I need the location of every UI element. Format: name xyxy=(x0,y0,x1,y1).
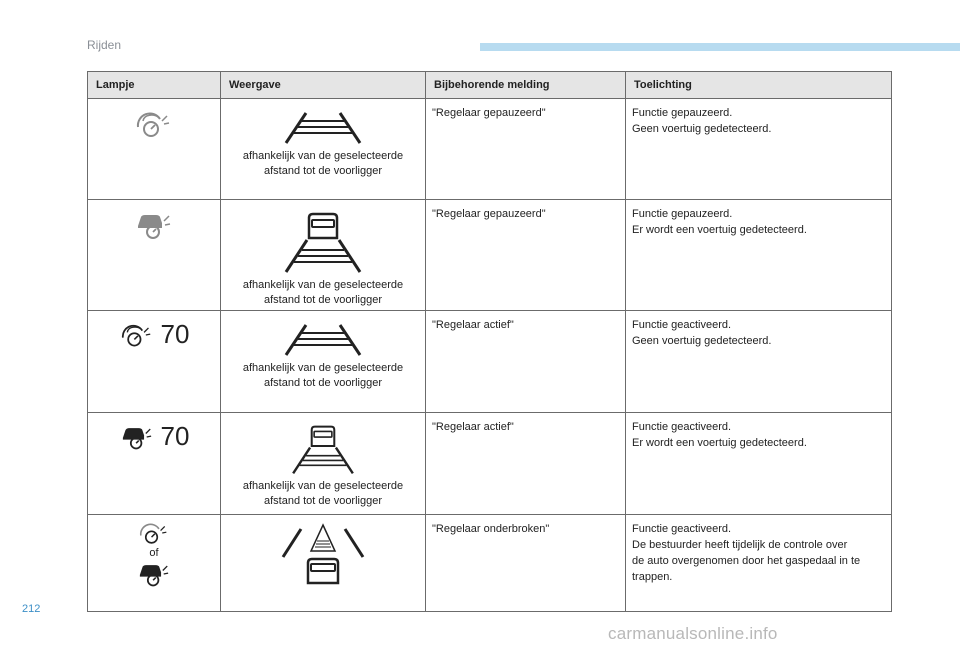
display-caption-line2: afstand tot de voorligger xyxy=(263,377,383,389)
lamp-cell xyxy=(88,99,221,200)
lamp-cell xyxy=(88,311,221,413)
display-cell xyxy=(221,99,426,200)
toelichting-line2: Geen voertuig gedetecteerd. xyxy=(632,335,772,347)
toelichting-cell xyxy=(626,311,892,413)
indicator-table xyxy=(87,71,892,612)
melding-cell: "Regelaar gepauzeerd" xyxy=(426,200,626,311)
cruise-gauge-outline-icon xyxy=(134,107,174,141)
display-caption-line1: afhankelijk van de geselecteerde xyxy=(242,150,404,162)
toelichting-line2: Er wordt een voertuig gedetecteerd. xyxy=(632,437,807,449)
road-lanes-icon xyxy=(278,111,368,145)
table-row xyxy=(88,200,892,311)
display-cell xyxy=(221,200,426,311)
toelichting-cell xyxy=(626,99,892,200)
cruise-car-black-icon xyxy=(136,559,172,589)
toelichting-cell xyxy=(626,200,892,311)
column-header-lampje: Lampje xyxy=(88,72,221,99)
lamp-cell xyxy=(88,200,221,311)
cruise-gauge-outline-icon xyxy=(119,320,155,350)
set-speed-value: 70 xyxy=(160,421,190,451)
cruise-car-black-icon xyxy=(119,422,155,452)
lamp-cell xyxy=(88,515,221,612)
table-row xyxy=(88,99,892,200)
display-caption-line1: afhankelijk van de geselecteerde xyxy=(242,480,404,492)
toelichting-cell xyxy=(626,515,892,612)
melding-cell: "Regelaar actief" xyxy=(426,311,626,413)
toelichting-line2: De bestuurder heeft tijdelijk de controle over xyxy=(632,539,848,551)
toelichting-line1: Functie geactiveerd. xyxy=(632,421,732,433)
road-car-icon xyxy=(278,425,368,475)
toelichting-line4: trappen. xyxy=(632,571,673,583)
column-header-toelichting: Toelichting xyxy=(626,72,892,99)
toelichting-line1: Functie geactiveerd. xyxy=(632,319,732,331)
toelichting-line3: de auto overgenomen door het gaspedaal in te xyxy=(632,555,861,567)
table-header-row xyxy=(88,72,892,99)
toelichting-line1: Functie gepauzeerd. xyxy=(632,208,733,220)
column-header-weergave: Weergave xyxy=(221,72,426,99)
table-row xyxy=(88,515,892,612)
watermark[interactable]: carmanualsonline.info xyxy=(608,624,778,643)
melding-cell: "Regelaar onderbroken" xyxy=(426,515,626,612)
toelichting-line2: Geen voertuig gedetecteerd. xyxy=(632,123,772,135)
set-speed-value: 70 xyxy=(160,319,190,349)
road-warning-car-icon xyxy=(273,523,373,585)
road-lanes-icon xyxy=(278,323,368,357)
melding-cell: "Regelaar gepauzeerd" xyxy=(426,99,626,200)
section-title: Rijden xyxy=(87,38,122,52)
toelichting-line2: Er wordt een voertuig gedetecteerd. xyxy=(632,224,807,236)
display-caption-line2: afstand tot de voorligger xyxy=(263,165,383,177)
toelichting-line1: Functie geactiveerd. xyxy=(632,523,732,535)
table-row xyxy=(88,311,892,413)
or-label: of xyxy=(149,547,159,559)
table-row xyxy=(88,413,892,515)
toelichting-line1: Functie gepauzeerd. xyxy=(632,107,733,119)
cruise-gauge-outline-icon xyxy=(136,519,172,547)
column-header-melding: Bijbehorende melding xyxy=(426,72,626,99)
melding-cell: "Regelaar actief" xyxy=(426,413,626,515)
cruise-car-gray-icon xyxy=(134,208,174,242)
road-car-icon xyxy=(278,212,368,274)
display-cell xyxy=(221,311,426,413)
toelichting-cell xyxy=(626,413,892,515)
display-cell xyxy=(221,413,426,515)
lamp-cell xyxy=(88,413,221,515)
header-bar xyxy=(480,43,960,51)
display-cell xyxy=(221,515,426,612)
display-caption-line1: afhankelijk van de geselecteerde xyxy=(242,279,404,291)
display-caption-line1: afhankelijk van de geselecteerde xyxy=(242,362,404,374)
display-caption-line2: afstand tot de voorligger xyxy=(263,294,383,306)
page-number: 212 xyxy=(22,603,41,615)
display-caption-line2: afstand tot de voorligger xyxy=(263,495,383,507)
